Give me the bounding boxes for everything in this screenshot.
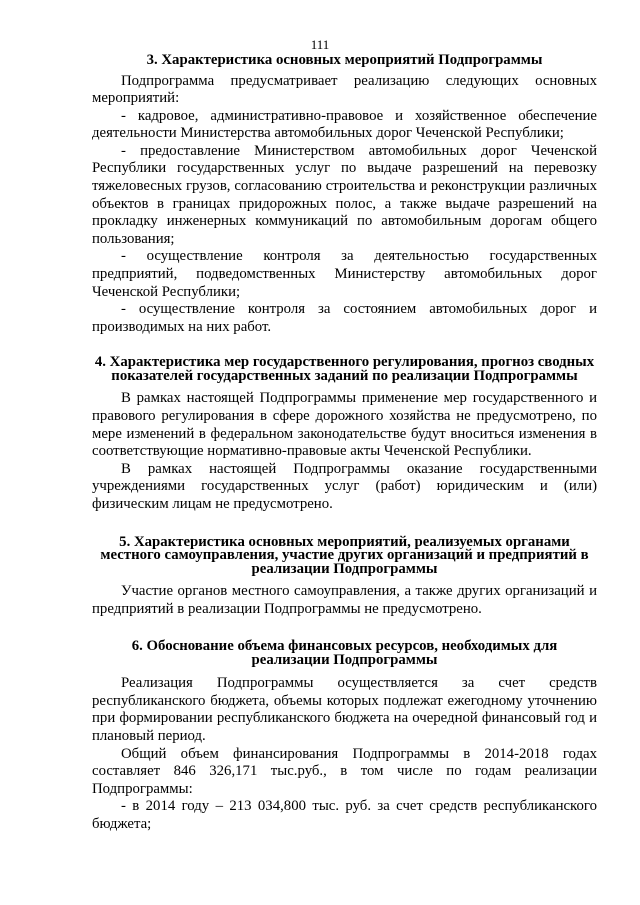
- section-3-item-4: - осуществление контроля за состоянием автомобильных дорог и производимых на них работ.: [92, 301, 597, 335]
- section-3-item-2: - предоставление Министерством автомобильных дорог Чеченской Республики государственных услуг по выдаче разрешений на перевозку тяжеловесных грузов, согласованию строительства и реконструкции различных объектов в границах придорожных полос, а также выдаче разрешений на прокладку инженерных коммуникаций по автомобильным дорогам общего пользования;: [92, 142, 597, 247]
- section-5-paragraph-1: Участие органов местного самоуправления, а также других организаций и предприятий в реализации Подпрограммы не предусмотрено.: [92, 583, 597, 617]
- section-6-item-1: - в 2014 году – 213 034,800 тыс. руб. за счет средств республиканского бюджета;: [92, 798, 597, 832]
- section-4-paragraph-2: В рамках настоящей Подпрограммы оказание государственными учреждениями государственных услуг (работ) юридическим и (или) физическим лицам не предусмотрено.: [92, 460, 597, 512]
- section-6-heading: 6. Обоснование объема финансовых ресурсов, необходимых для реализации Подпрограммы: [131, 638, 558, 668]
- section-5-heading: 5. Характеристика основных мероприятий, реализуемых органами местного самоуправления, участие других организаций и предприятий в реализации Подпрограммы: [100, 533, 589, 577]
- section-3-item-3: - осуществление контроля за деятельностью государственных предприятий, подведомственных Министерству автомобильных дорог Чеченской Республики;: [92, 248, 597, 300]
- section-6-paragraph-1: Реализация Подпрограммы осуществляется за счет средств республиканского бюджета, объемы которых подлежат ежегодному уточнению при формировании республиканского бюджета на очередной финансовый год и плановый период.: [92, 675, 597, 745]
- section-3-heading: 3. Характеристика основных мероприятий Подпрограммы: [146, 52, 543, 68]
- section-4-paragraph-1: В рамках настоящей Подпрограммы применение мер государственного и правового регулирования в сфере дорожного хозяйства не предусмотрено, по мере изменений в федеральном законодательстве будут вноситься изменения в соответствующие нормативно-правовые акты Чеченской Республики.: [92, 390, 597, 460]
- section-3-intro: Подпрограмма предусматривает реализацию следующих основных мероприятий:: [92, 72, 597, 107]
- page-number: 111: [310, 37, 330, 52]
- page-content: [92, 54, 597, 834]
- section-6-paragraph-2: Общий объем финансирования Подпрограммы в 2014-2018 годах составляет 846 326,171 тыс.руб., в том числе по годам реализации Подпрограммы:: [92, 745, 597, 797]
- section-3-item-1: - кадровое, административно-правовое и хозяйственное обеспечение деятельности Министерства автомобильных дорог Чеченской Республики;: [92, 107, 597, 142]
- section-4-heading: 4. Характеристика мер государственного регулирования, прогноз сводных показателей государственных заданий по реализации Подпрограммы: [94, 354, 595, 384]
